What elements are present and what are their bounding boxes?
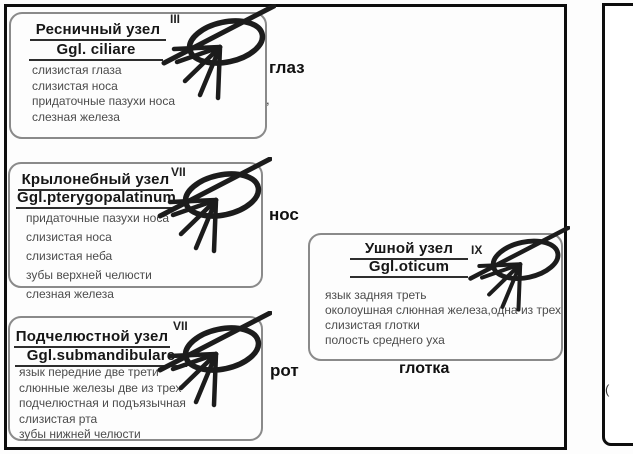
card-title-ru: Ушной узел [350, 241, 468, 260]
target-item: язык задняя треть [325, 288, 427, 302]
card-title-ru: Крылонебный узел [18, 172, 173, 191]
target-item: слизистая глотки [325, 318, 420, 332]
card-title-la: Ggl. ciliare [29, 42, 163, 61]
organ-label: глаз [269, 58, 305, 77]
target-item: придаточные пазухи носа [26, 211, 169, 225]
target-item: слизистая глаза [32, 63, 122, 77]
target-item: язык передние две трети [19, 365, 159, 379]
target-item: околоушная слюнная железа,одна из трех [325, 303, 562, 317]
card-title-la: Ggl.oticum [350, 259, 468, 278]
card-title-ru: Подчелюстной узел [14, 329, 170, 348]
organ-label: нос [269, 205, 299, 224]
card-title-ru: Ресничный узел [30, 22, 166, 41]
target-item: слезная железа [26, 287, 114, 301]
target-item: зубы нижней челюсти [19, 427, 141, 441]
nerve-roman-label: VII [171, 165, 186, 179]
nerve-roman-label: IX [471, 243, 483, 257]
target-item: слизистая носа [32, 78, 118, 93]
organ-label: рот [270, 361, 299, 380]
target-item: подчелюстная и подъязычная [19, 396, 186, 410]
target-item: слизистая рта [19, 411, 98, 426]
nerve-roman-label: VII [173, 319, 188, 333]
card-title-la: Ggl.submandibulare [15, 348, 187, 367]
target-item: слизистая неба [26, 249, 113, 263]
ganglion-icon [458, 226, 570, 315]
ganglion-icon [146, 311, 272, 411]
target-item: придаточные пазухи носа [32, 94, 175, 108]
target-item: слезная железа [32, 109, 120, 124]
card-title-la: Ggl.pterygopalatinum [16, 190, 177, 209]
target-item: зубы верхней челюсти [26, 268, 152, 282]
organ-label: глотка [399, 360, 450, 377]
ganglion-icon [150, 4, 276, 104]
next-slide-edge [602, 3, 633, 446]
ganglion-icon [146, 157, 272, 257]
nerve-roman-label: III [170, 12, 181, 26]
target-item: слюнные железы две из трех [19, 380, 182, 395]
stray-paren-mark: ( [605, 382, 610, 397]
target-item: полость среднего уха [325, 333, 445, 347]
target-item: слизистая носа [26, 230, 112, 244]
stray-comma-mark: , [266, 92, 270, 107]
